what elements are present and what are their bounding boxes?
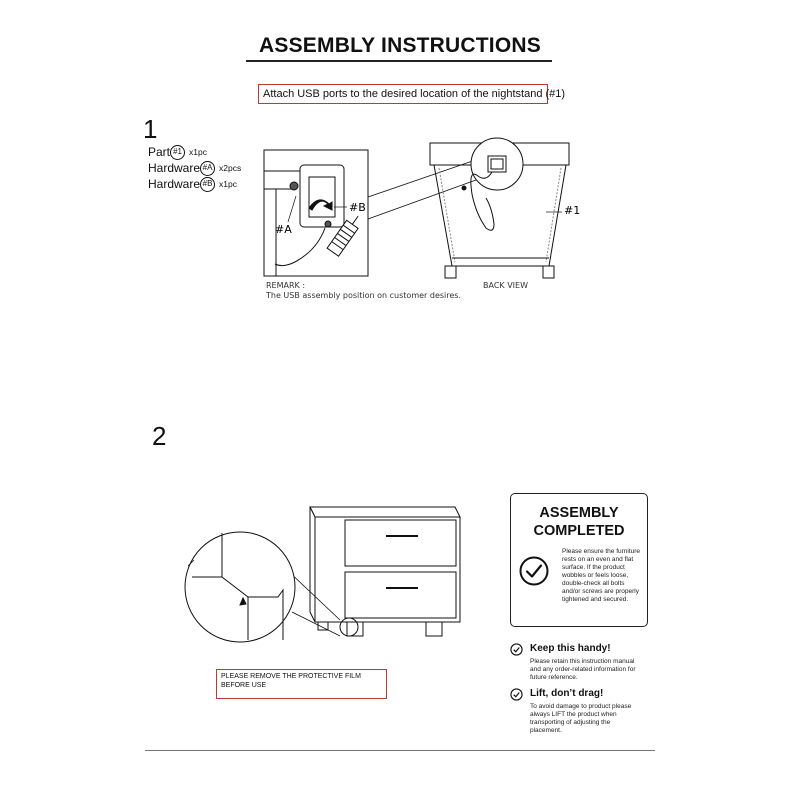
part-label: Hardware <box>148 161 201 175</box>
tip-lift-dont-drag <box>510 688 645 738</box>
part-label: Part <box>148 145 171 159</box>
zoom-line <box>368 156 487 197</box>
remark-text: The USB assembly position on customer desires. <box>266 291 462 300</box>
part-tag-icon: #1 <box>170 145 185 160</box>
back-view-label: BACK VIEW <box>483 281 528 290</box>
step-1-number: 1 <box>143 114 158 144</box>
protective-film-note: PLEASE REMOVE THE PROTECTIVE FILM BEFORE USE <box>216 669 387 699</box>
part-label: Hardware <box>148 177 201 191</box>
completed-title-line2: COMPLETED <box>533 523 625 539</box>
checkmark-circle-icon <box>519 556 549 586</box>
part-tag-icon: #B <box>200 177 215 192</box>
tip-text: Please retain this instruction manual and any order-related information for future reference. <box>530 658 636 681</box>
step-2-number: 2 <box>152 421 167 451</box>
step1-instruction-note: Attach USB ports to the desired location of the nightstand (#1) <box>258 84 548 104</box>
nightstand-back-view <box>430 138 569 278</box>
assembly-completed-card <box>510 493 648 627</box>
nightstand-front-view <box>310 507 460 636</box>
tip-title: Keep this handy! <box>530 643 611 654</box>
part-tag-icon: #A <box>200 161 215 176</box>
tip-keep-handy <box>510 643 645 683</box>
completed-text: Please ensure the furniture rests on an even and flat surface. If the product wobbles or feels loose, double-check all bolts and/or screws are properly tightened and secured. <box>562 548 641 603</box>
zoom-line <box>368 176 487 219</box>
callout-1: #1 <box>564 204 581 217</box>
page-title: ASSEMBLY INSTRUCTIONS <box>259 34 541 57</box>
remark-title: REMARK : <box>266 281 306 290</box>
bottom-divider <box>145 750 655 751</box>
tip-text: To avoid damage to product please always LIFT the product when transporting of adjusting the placement. <box>530 703 632 734</box>
part-qty: x2pcs <box>219 163 242 173</box>
part-qty: x1pc <box>189 147 207 157</box>
callout-a: #A <box>275 223 292 236</box>
completed-title <box>511 504 647 540</box>
check-circle-icon <box>510 643 523 656</box>
check-circle-icon <box>510 688 523 701</box>
callout-b: #B <box>349 201 366 214</box>
completed-title-line1: ASSEMBLY <box>539 505 619 521</box>
tip-title: Lift, don’t drag! <box>530 688 604 699</box>
part-qty: x1pc <box>219 179 237 189</box>
